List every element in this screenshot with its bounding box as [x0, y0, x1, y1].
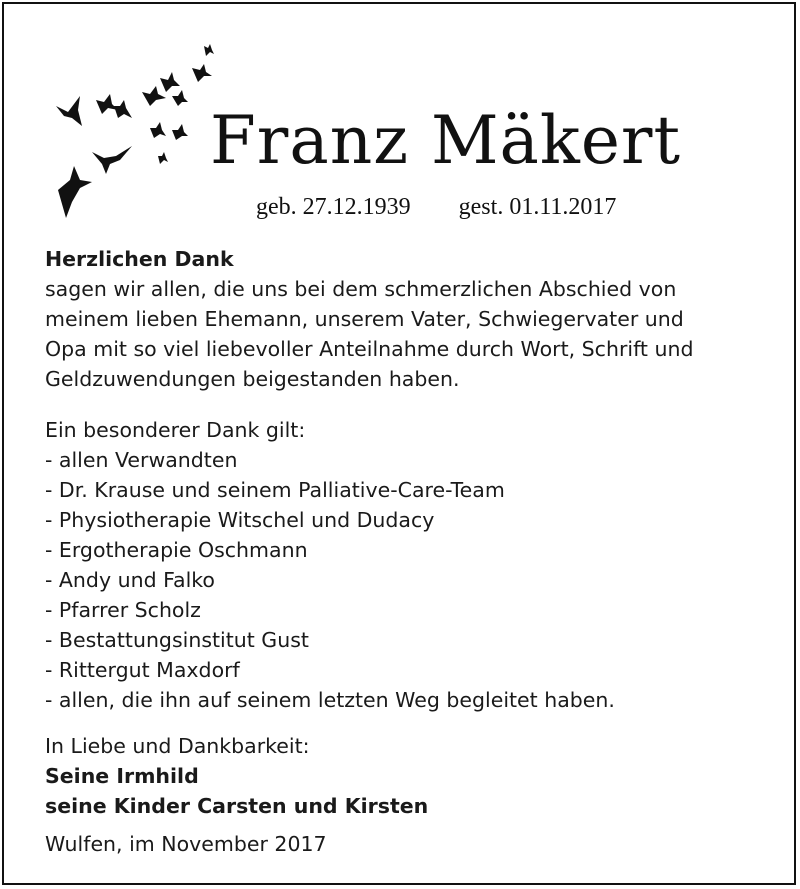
bird-icon	[160, 72, 180, 92]
bird-icon	[58, 166, 92, 218]
thanks-heading: Herzlichen Dank	[45, 247, 234, 271]
bird-icon	[92, 146, 132, 174]
flying-birds-icon	[0, 0, 240, 230]
bird-icon	[96, 94, 118, 114]
thanks-line: Opa mit so viel liebevoller Anteilnahme durch Wort, Schrift und	[45, 337, 694, 361]
signature-block	[45, 731, 765, 821]
list-item: - Pfarrer Scholz	[45, 598, 201, 622]
list-item: - Dr. Krause und seinem Palliative-Care-Team	[45, 478, 505, 502]
bird-icon	[204, 44, 214, 56]
bird-icon	[172, 90, 188, 106]
signature-intro: In Liebe und Dankbarkeit:	[45, 734, 310, 758]
thanks-line: Geldzuwendungen beigestanden haben.	[45, 367, 460, 391]
list-item: - Ergotherapie Oschmann	[45, 538, 308, 562]
list-item: - allen, die ihn auf seinem letzten Weg begleitet haben.	[45, 688, 615, 712]
birth-date: geb. 27.12.1939	[256, 194, 411, 220]
place-date: Wulfen, im November 2017	[45, 832, 327, 856]
bird-icon	[142, 86, 166, 106]
life-dates	[256, 194, 616, 221]
thanks-line: meinem lieben Ehemann, unserem Vater, Schwiegervater und	[45, 307, 684, 331]
thanks-line: sagen wir allen, die uns bei dem schmerzlichen Abschied von	[45, 277, 677, 301]
death-date: gest. 01.11.2017	[458, 194, 617, 220]
bird-icon	[56, 96, 82, 126]
list-item: - Bestattungsinstitut Gust	[45, 628, 309, 652]
thanks-paragraph	[45, 244, 765, 394]
special-thanks-list	[45, 445, 765, 715]
deceased-name: Franz Mäkert	[210, 102, 682, 179]
special-thanks-section	[45, 415, 765, 715]
special-thanks-heading: Ein besonderer Dank gilt:	[45, 418, 306, 442]
bird-icon	[158, 152, 168, 164]
signature-children: seine Kinder Carsten und Kirsten	[45, 794, 429, 818]
list-item: - Physiotherapie Witschel und Dudacy	[45, 508, 435, 532]
list-item: - allen Verwandten	[45, 448, 238, 472]
bird-icon	[192, 64, 212, 82]
bird-icon	[114, 100, 132, 118]
list-item: - Andy und Falko	[45, 568, 215, 592]
list-item: - Rittergut Maxdorf	[45, 658, 240, 682]
bird-icon	[150, 122, 166, 138]
bird-icon	[172, 124, 188, 140]
signature-spouse: Seine Irmhild	[45, 764, 199, 788]
